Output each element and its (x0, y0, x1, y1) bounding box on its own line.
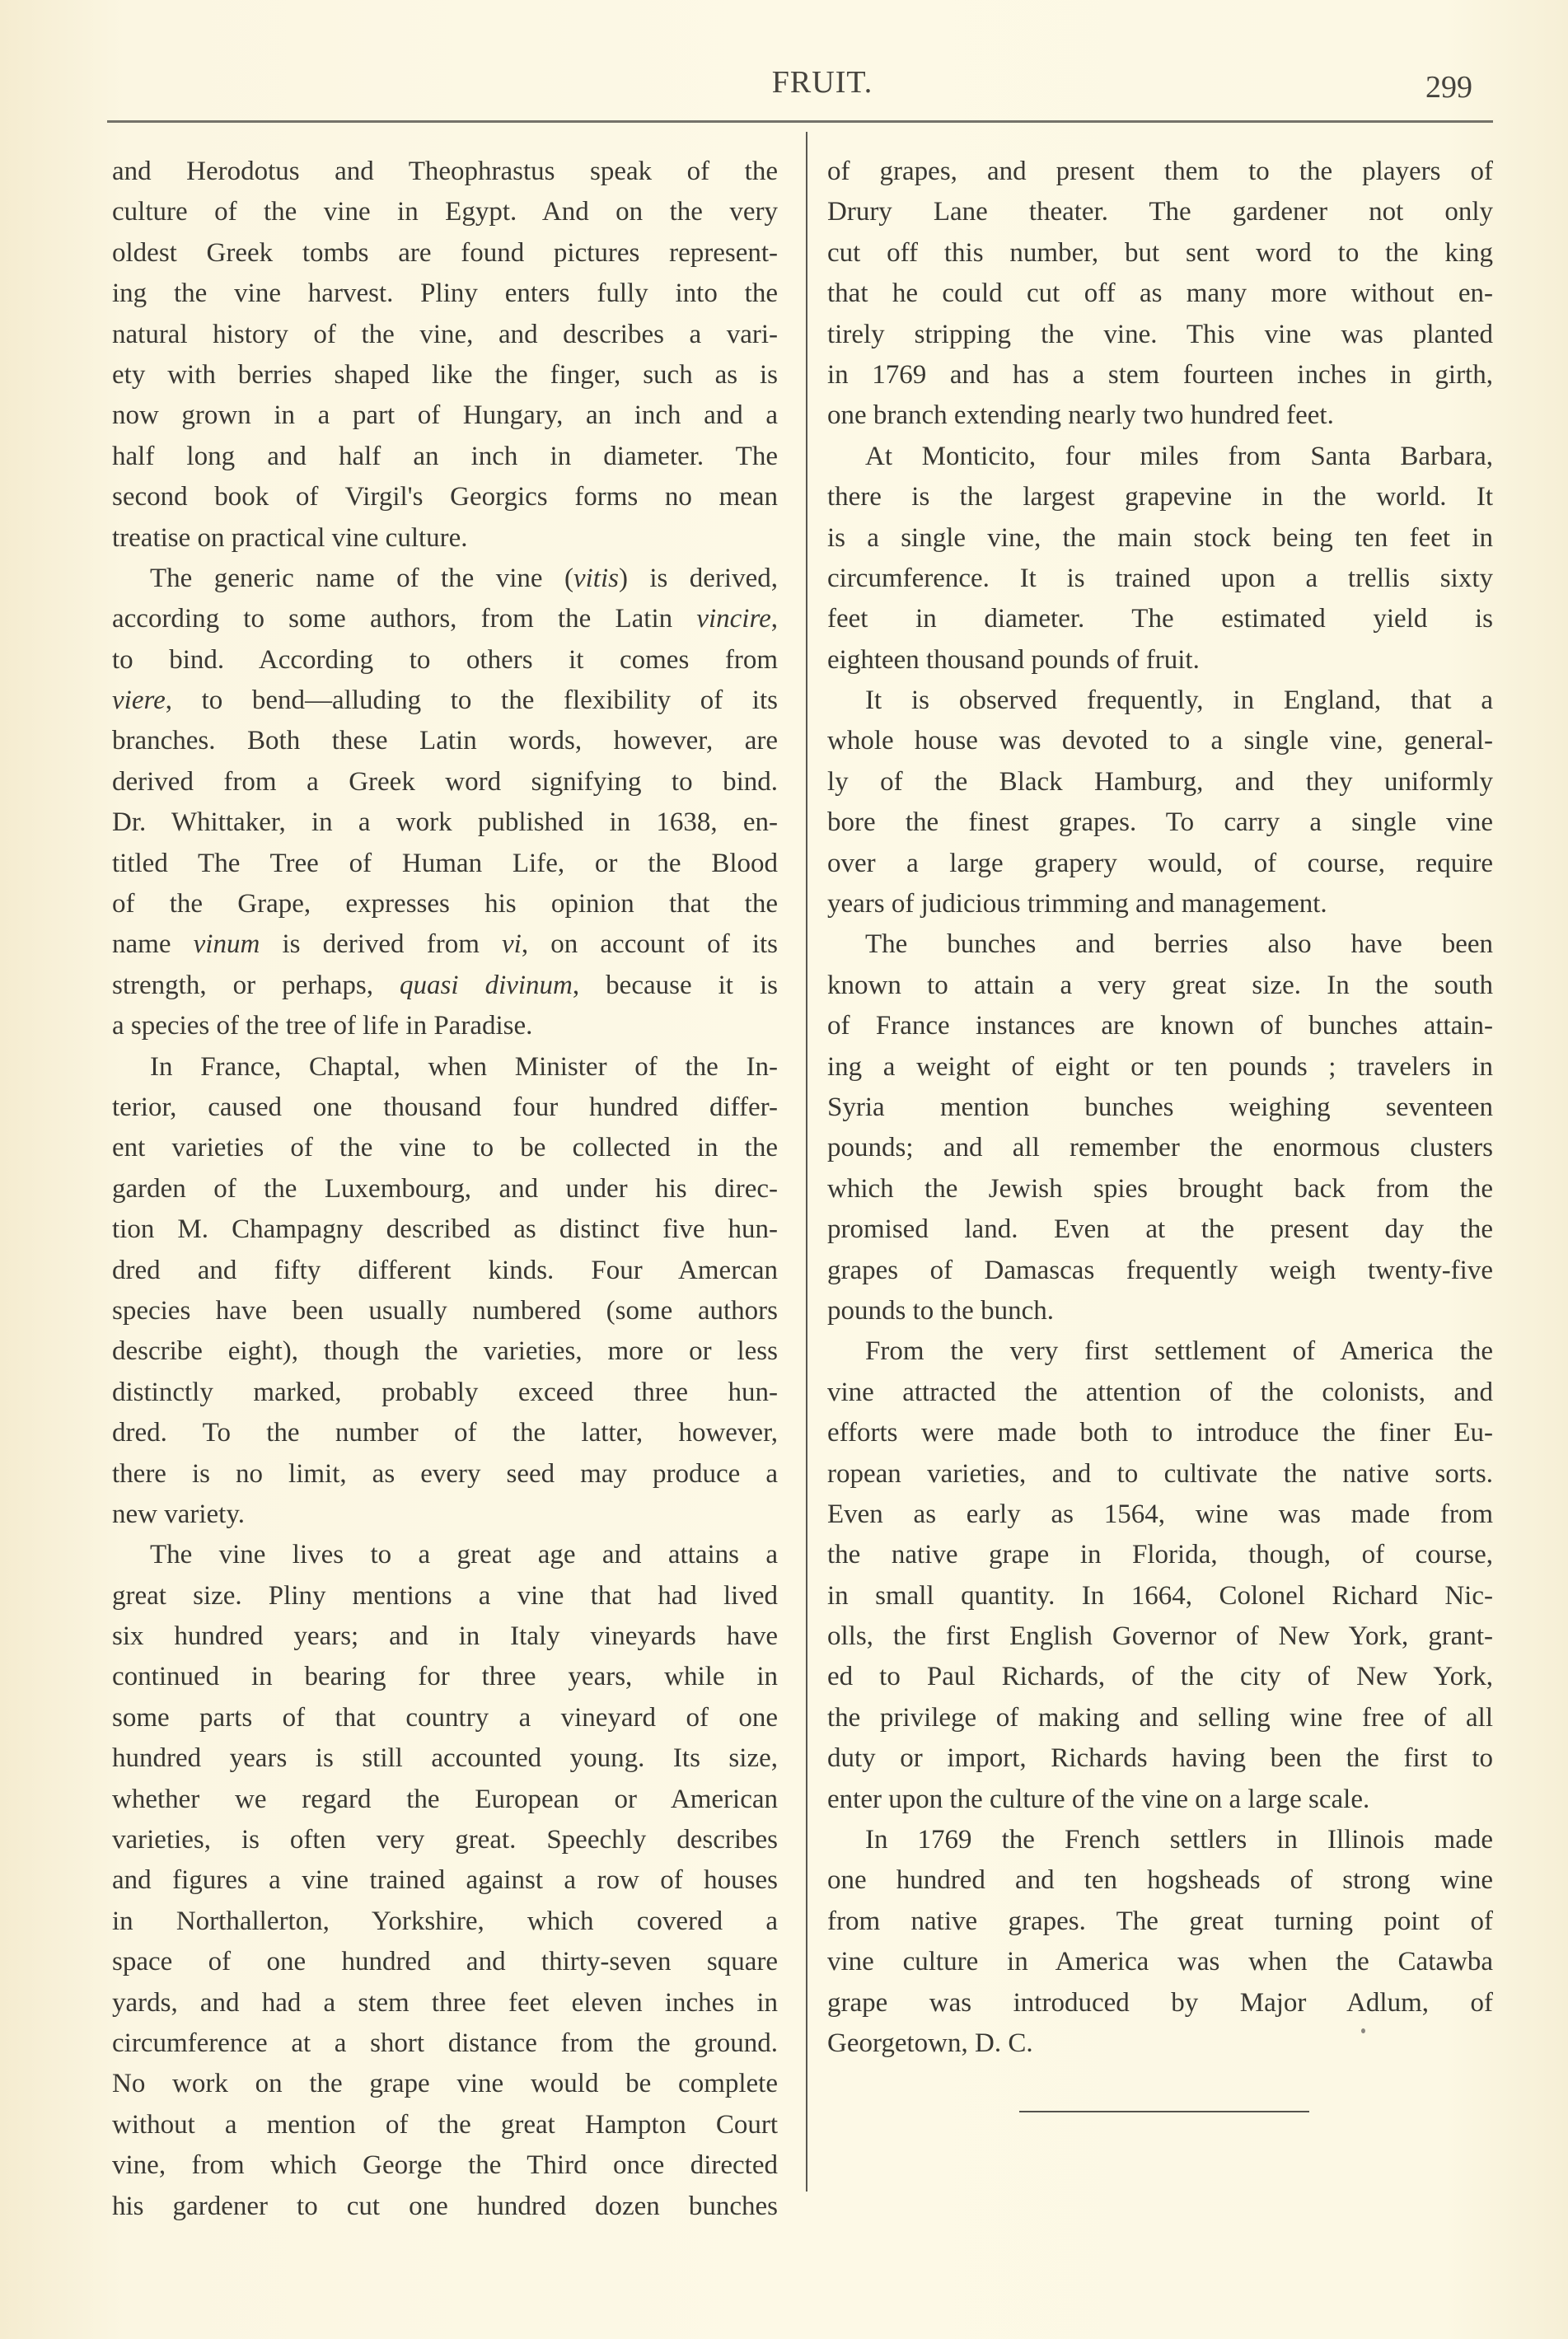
text-line: In 1769 the French settlers in Illinois made (865, 1825, 1493, 1855)
text-line: species have been usually numbered (some authors (112, 1295, 778, 1326)
text-line: continued in bearing for three years, while in (112, 1662, 778, 1692)
text-line: eighteen thousand pounds of fruit. (827, 644, 1200, 675)
text-line: space of one hundred and thirty-seven square (112, 1947, 778, 1977)
running-head-title: FRUIT. (771, 65, 873, 100)
text-line: promised land. Even at the present day the (827, 1214, 1493, 1245)
text-line: the native grape in Florida, though, of course, (827, 1540, 1493, 1570)
text-line: circumference at a short distance from the ground. (112, 2028, 778, 2058)
text-line: ropean varieties, and to cultivate the native sorts. (827, 1458, 1493, 1489)
text-line: there is no limit, as every seed may produce a (112, 1458, 778, 1489)
text-line: some parts of that country a vineyard of one (112, 1702, 778, 1733)
text-line: derived from a Greek word signifying to bind. (112, 766, 778, 797)
text-line: oldest Greek tombs are found pictures represent- (112, 237, 778, 268)
text-line: dred and fifty different kinds. Four Amercan (112, 1255, 778, 1285)
text-line: natural history of the vine, and describes a vari- (112, 319, 778, 349)
text-line: enter upon the culture of the vine on a large scale. (827, 1784, 1370, 1814)
text-line: tion M. Champagny described as distinct five hun- (112, 1214, 778, 1245)
section-end-rule (1019, 2111, 1309, 2112)
text-line: Syria mention bunches weighing seventeen (827, 1092, 1493, 1122)
text-line: over a large grapery would, of course, require (827, 848, 1493, 878)
text-line: Even as early as 1564, wine was made from (827, 1499, 1493, 1529)
text-line: terior, caused one thousand four hundred differ- (112, 1092, 778, 1122)
left-column (112, 152, 778, 2227)
text-line: grapes of Damascas frequently weigh twenty-five (827, 1255, 1493, 1285)
text-line: branches. Both these Latin words, however, are (112, 726, 778, 756)
text-line: circumference. It is trained upon a trellis sixty (827, 563, 1493, 593)
text-line: tirely stripping the vine. This vine was planted (827, 319, 1493, 349)
text-line: grape was introduced by Major Adlum, of (827, 1987, 1493, 2018)
text-line: a species of the tree of life in Paradise. (112, 1011, 533, 1041)
text-line: and Herodotus and Theophrastus speak of the (112, 157, 778, 186)
text-line: from native grapes. The great turning point of (827, 1906, 1493, 1936)
text-line: second book of Virgil's Georgics forms no mean (112, 482, 778, 512)
text-line: treatise on practical vine culture. (112, 522, 468, 553)
right-column (827, 152, 1493, 2064)
text-line: to bind. According to others it comes from (112, 644, 778, 675)
text-line: pounds to the bunch. (827, 1295, 1054, 1326)
text-line: vine, from which George the Third once directed (112, 2150, 778, 2181)
text-line: in Northallerton, Yorkshire, which covered a (112, 1906, 778, 1936)
text-line: one branch extending nearly two hundred feet. (827, 400, 1334, 431)
text-line: ent varieties of the vine to be collected in the (112, 1133, 778, 1163)
text-line: vine attracted the attention of the colonists, and (827, 1377, 1493, 1407)
text-line: At Monticito, four miles from Santa Barbara, (865, 441, 1493, 471)
text-line: of the Grape, expresses his opinion that the (112, 889, 778, 919)
text-line: cut off this number, but sent word to the king (827, 237, 1493, 268)
text-line: In France, Chaptal, when Minister of the In- (150, 1051, 778, 1082)
text-line: olls, the first English Governor of New York, grant- (827, 1621, 1493, 1652)
text-line: whether we regard the European or American (112, 1784, 778, 1814)
text-line: From the very first settlement of America the (865, 1336, 1493, 1367)
text-line: one hundred and ten hogsheads of strong wine (827, 1865, 1493, 1896)
text-line: now grown in a part of Hungary, an inch and a (112, 400, 778, 431)
text-line: which the Jewish spies brought back from the (827, 1173, 1493, 1204)
text-line: culture of the vine in Egypt. And on the very (112, 197, 778, 227)
text-line: varieties, is often very great. Speechly describes (112, 1825, 778, 1855)
text-line: of France instances are known of bunches attain- (827, 1011, 1493, 1041)
text-line: efforts were made both to introduce the finer Eu- (827, 1418, 1493, 1448)
text-line: new variety. (112, 1499, 245, 1529)
text-line: duty or import, Richards having been the first to (827, 1743, 1493, 1774)
text-line: It is observed frequently, in England, that a (865, 685, 1493, 716)
text-line: ety with berries shaped like the finger, such as is (112, 359, 778, 390)
text-line: known to attain a very great size. In the south (827, 970, 1493, 1000)
text-line: Georgetown, D. C. (827, 2028, 1033, 2058)
text-line: No work on the grape vine would be complete (112, 2069, 778, 2099)
text-line: feet in diameter. The estimated yield is (827, 604, 1493, 634)
text-line: in small quantity. In 1664, Colonel Richard Nic- (827, 1580, 1493, 1611)
header-rule (107, 120, 1493, 123)
text-line: the privilege of making and selling wine free of all (827, 1702, 1493, 1733)
text-line: there is the largest grapevine in the world. It (827, 482, 1493, 512)
text-line: name vinum is derived from vi, on account of its (112, 929, 778, 960)
text-line: dred. To the number of the latter, however, (112, 1418, 778, 1448)
text-line: The bunches and berries also have been (865, 929, 1493, 960)
paper-speck (1361, 2028, 1365, 2033)
text-line: bore the finest grapes. To carry a single vine (827, 807, 1493, 838)
text-line: years of judicious trimming and management. (827, 889, 1327, 919)
text-line: according to some authors, from the Latin vincire, (112, 604, 778, 634)
page-number: 299 (1425, 70, 1472, 105)
text-line: and figures a vine trained against a row of houses (112, 1865, 778, 1896)
text-line: yards, and had a stem three feet eleven inches in (112, 1987, 778, 2018)
text-line: Drury Lane theater. The gardener not only (827, 197, 1493, 227)
text-line: his gardener to cut one hundred dozen bunches (112, 2191, 778, 2221)
text-line: distinctly marked, probably exceed three hun- (112, 1377, 778, 1407)
text-line: The vine lives to a great age and attains a (150, 1540, 778, 1570)
text-line: great size. Pliny mentions a vine that had lived (112, 1580, 778, 1611)
text-line: viere, to bend—alluding to the flexibility of its (112, 685, 778, 716)
text-line: of grapes, and present them to the players of (827, 157, 1493, 186)
text-line: six hundred years; and in Italy vineyards have (112, 1621, 778, 1652)
text-line: in 1769 and has a stem fourteen inches in girth, (827, 359, 1493, 390)
text-line: pounds; and all remember the enormous clusters (827, 1133, 1493, 1163)
text-line: is a single vine, the main stock being ten feet in (827, 522, 1493, 553)
text-line: ing the vine harvest. Pliny enters fully into the (112, 278, 778, 309)
text-line: half long and half an inch in diameter. The (112, 441, 778, 471)
text-line: ed to Paul Richards, of the city of New York, (827, 1662, 1493, 1692)
text-line: ly of the Black Hamburg, and they uniformly (827, 766, 1493, 797)
text-line: describe eight), though the varieties, more or less (112, 1336, 778, 1367)
text-line: Dr. Whittaker, in a work published in 1638, en- (112, 807, 778, 838)
text-line: ing a weight of eight or ten pounds ; travelers in (827, 1051, 1493, 1082)
text-line: hundred years is still accounted young. Its size, (112, 1743, 778, 1774)
running-head (0, 64, 1568, 114)
text-line: whole house was devoted to a single vine, general- (827, 726, 1493, 756)
text-line: The generic name of the vine (vitis) is derived, (150, 563, 778, 593)
text-line: without a mention of the great Hampton Court (112, 2109, 778, 2140)
text-line: strength, or perhaps, quasi divinum, because it is (112, 970, 779, 1000)
text-line: titled The Tree of Human Life, or the Blood (112, 848, 778, 878)
column-divider (806, 132, 807, 2192)
text-line: garden of the Luxembourg, and under his direc- (112, 1173, 778, 1204)
text-line: that he could cut off as many more without en- (827, 278, 1493, 309)
text-line: vine culture in America was when the Catawba (827, 1947, 1493, 1977)
